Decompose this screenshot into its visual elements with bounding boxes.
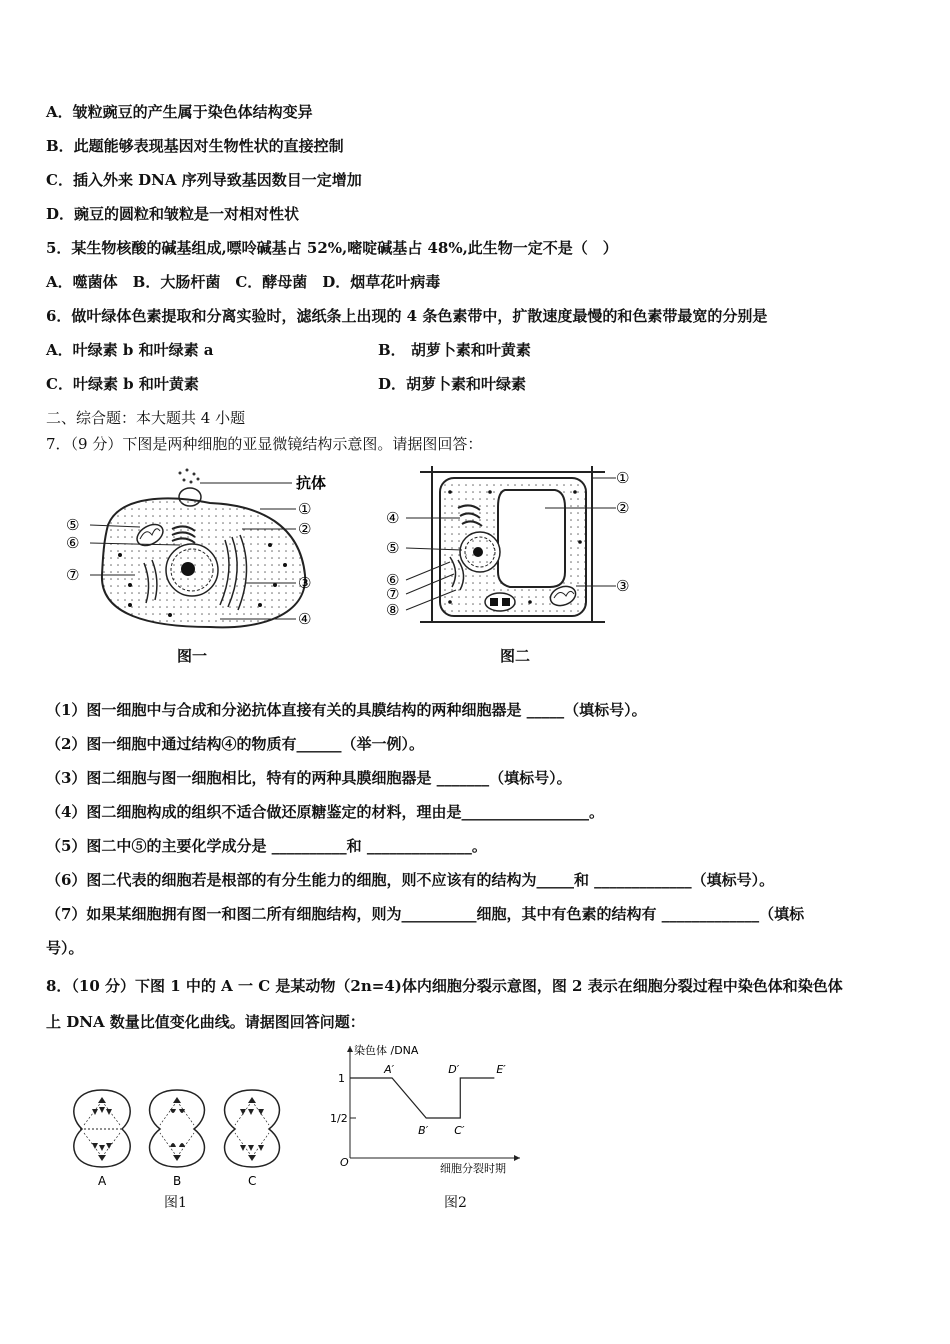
chloroplast bbox=[485, 593, 515, 611]
fig2-label-6: ⑥ bbox=[386, 571, 400, 589]
q7-sub3: （3）图二细胞与图一细胞相比，特有的两种具膜细胞器是 _______（填标号）。 bbox=[46, 769, 572, 787]
fig2-label-2: ② bbox=[616, 499, 630, 517]
origin-label: O bbox=[340, 1156, 349, 1169]
fig1-label-6: ⑥ bbox=[66, 534, 80, 552]
q4-option-a: A．皱粒豌豆的产生属于染色体结构变异 bbox=[46, 103, 313, 121]
fig1-label-2: ② bbox=[298, 520, 312, 538]
antibody-label: 抗体 bbox=[296, 474, 327, 492]
y-tick-1: 1 bbox=[338, 1072, 345, 1085]
q6-option-c: C．叶绿素 b 和叶黄素 bbox=[46, 375, 199, 393]
q6-option-d: D．胡萝卜素和叶绿素 bbox=[378, 375, 527, 393]
q4-option-c: C．插入外来 DNA 序列导致基因数目一定增加 bbox=[46, 171, 362, 189]
cell-division-figure bbox=[62, 1085, 292, 1190]
animal-cell-figure bbox=[60, 465, 350, 640]
cell-c bbox=[225, 1090, 280, 1167]
q7-sub2: （2）图一细胞中通过结构④的物质有______（举一例）。 bbox=[46, 735, 424, 753]
nucleus bbox=[166, 544, 218, 596]
cell-b-label: B bbox=[173, 1174, 182, 1188]
fig1-label-3: ③ bbox=[298, 574, 312, 592]
cell-a-label: A bbox=[98, 1174, 107, 1188]
x-axis-arrow bbox=[514, 1155, 520, 1161]
vacuole bbox=[498, 490, 565, 587]
section-heading: 二、综合题：本大题共 4 小题 bbox=[46, 409, 246, 427]
q5-options: A．噬菌体 B．大肠杆菌 C．酵母菌 D．烟草花叶病毒 bbox=[46, 273, 441, 291]
fig2-label-7: ⑦ bbox=[386, 585, 400, 603]
q7-sub7a: （7）如果某细胞拥有图一和图二所有细胞结构，则为__________细胞，其中有色素的结构有 _____________（填标 bbox=[46, 905, 805, 923]
fig1-caption: 图一 bbox=[177, 647, 208, 665]
q6-option-a: A．叶绿素 b 和叶绿素 a bbox=[46, 341, 214, 359]
q5-stem: 5．某生物核酸的碱基组成,嘌呤碱基占 52%,嘧啶碱基占 48%,此生物一定不是（ ） bbox=[46, 239, 618, 257]
cell-b bbox=[150, 1090, 205, 1167]
fig1-label-1: ① bbox=[298, 500, 312, 518]
fig2-label-8: ⑧ bbox=[386, 601, 400, 619]
fig2-label-1: ① bbox=[616, 469, 630, 487]
ratio-series-line bbox=[350, 1078, 494, 1118]
y-axis-label: 染色体 /DNA bbox=[354, 1044, 419, 1057]
q7-stem: 7．（9 分）下图是两种细胞的亚显微镜结构示意图。请据图回答： bbox=[46, 435, 483, 453]
vesicle-dots bbox=[179, 469, 200, 484]
point-label-0: A′ bbox=[384, 1063, 395, 1076]
point-label-4: E′ bbox=[496, 1063, 506, 1076]
plant-cell-figure bbox=[380, 462, 650, 632]
y-axis-arrow bbox=[347, 1046, 353, 1052]
fig1-label-7: ⑦ bbox=[66, 566, 80, 584]
q8-fig2-caption: 图2 bbox=[444, 1195, 467, 1211]
point-label-1: B′ bbox=[418, 1124, 429, 1137]
q6-stem: 6．做叶绿体色素提取和分离实验时，滤纸条上出现的 4 条色素带中，扩散速度最慢的和色素带最宽的分别是 bbox=[46, 307, 768, 325]
fig2-label-4: ④ bbox=[386, 509, 400, 527]
q7-sub4: （4）图二细胞构成的组织不适合做还原糖鉴定的材料，理由是_________________。 bbox=[46, 803, 604, 821]
point-label-2: C′ bbox=[454, 1124, 465, 1137]
q8-stem-b: 上 DNA 数量比值变化曲线。请据图回答问题： bbox=[46, 1013, 365, 1031]
q7-sub5: （5）图二中⑤的主要化学成分是 __________和 ______________。 bbox=[46, 837, 487, 855]
x-axis-label: 细胞分裂时期 bbox=[440, 1162, 506, 1175]
cell-a bbox=[74, 1090, 130, 1167]
q8-stem-a: 8．（10 分）下图 1 中的 A 一 C 是某动物（2n=4)体内细胞分裂示意图，图 2 表示在细胞分裂过程中染色体和染色体 bbox=[46, 977, 843, 995]
fig2-label-5: ⑤ bbox=[386, 539, 400, 557]
cell-c-label: C bbox=[248, 1174, 257, 1188]
fig2-label-3: ③ bbox=[616, 577, 630, 595]
q7-sub6: （6）图二代表的细胞若是根部的有分生能力的细胞，则不应该有的结构为_____和 _____________（填标号）。 bbox=[46, 871, 775, 889]
fig1-label-5: ⑤ bbox=[66, 516, 80, 534]
q7-sub7b: 号）。 bbox=[46, 939, 84, 957]
fig2-caption: 图二 bbox=[500, 647, 531, 665]
q4-option-b: B．此题能够表现基因对生物性状的直接控制 bbox=[46, 137, 344, 155]
point-label-3: D′ bbox=[448, 1063, 460, 1076]
ratio-line-chart bbox=[330, 1040, 530, 1175]
q4-option-d: D．豌豆的圆粒和皱粒是一对相对性状 bbox=[46, 205, 300, 223]
y-tick-half: 1/2 bbox=[330, 1112, 348, 1125]
q7-sub1: （1）图一细胞中与合成和分泌抗体直接有关的具膜结构的两种细胞器是 _____（填标号）。 bbox=[46, 701, 647, 719]
fig1-label-4: ④ bbox=[298, 610, 312, 628]
q6-option-b: B． 胡萝卜素和叶黄素 bbox=[378, 341, 531, 359]
nucleus bbox=[460, 532, 500, 572]
q8-fig1-caption: 图1 bbox=[164, 1195, 187, 1211]
